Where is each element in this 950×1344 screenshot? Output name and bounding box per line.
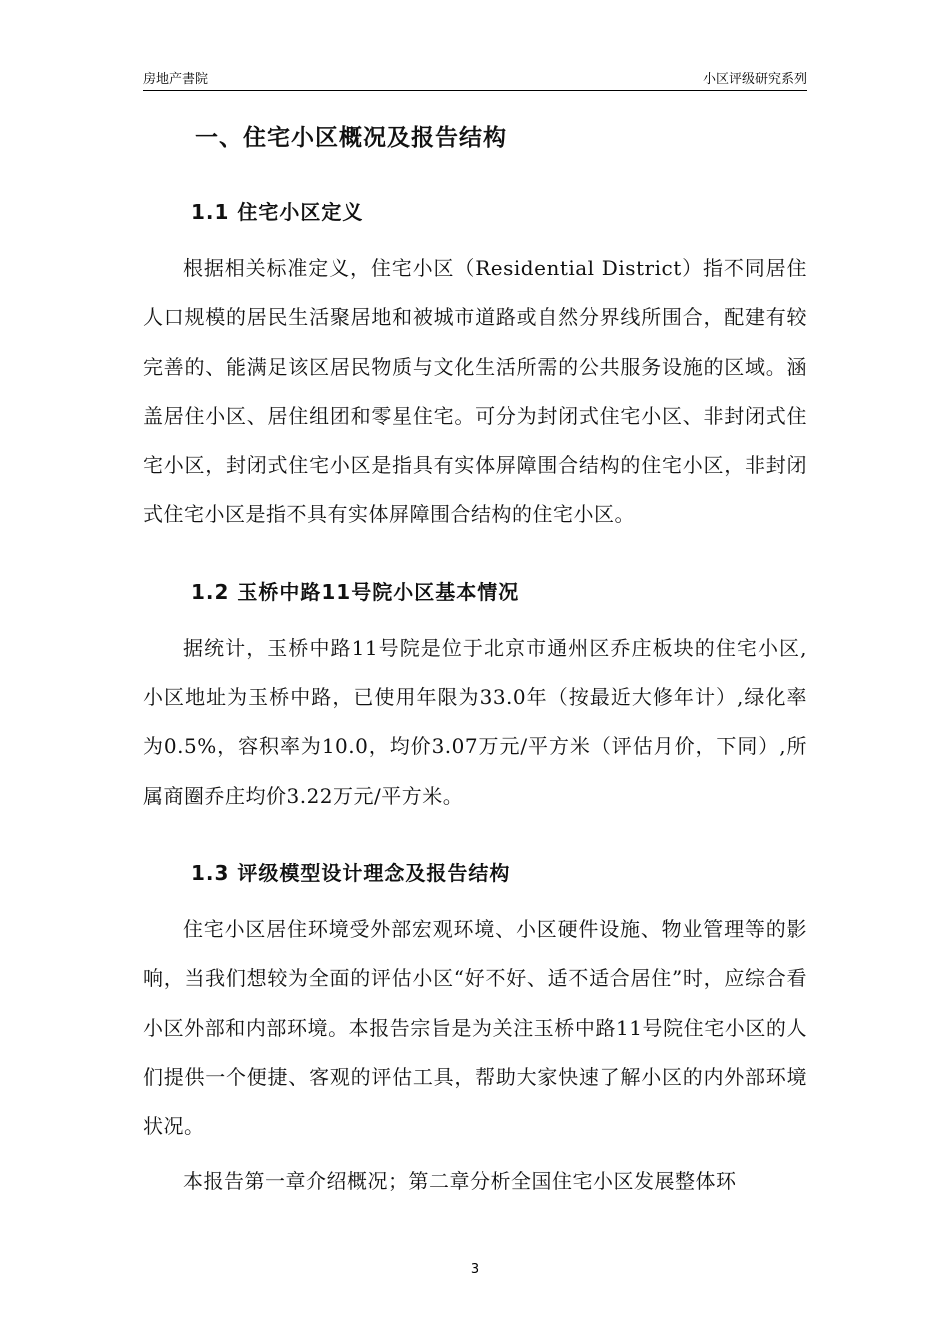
section-1-2-paragraph: 据统计，玉桥中路11号院是位于北京市通州区乔庄板块的住宅小区,小区地址为玉桥中路，已使用年限为33.0年（按最近大修年计）,绿化率为0.5%，容积率为10.0，均价3.07万元/平方米（评估月价，下同）,所属商圈乔庄均价3.22万元/平方米。: [143, 635, 807, 808]
document-body: [143, 112, 807, 1207]
section-1-1-heading: 1.1 住宅小区定义: [191, 200, 364, 224]
header-publisher: 房地产書院: [143, 72, 209, 87]
page-number: 3: [470, 1262, 480, 1277]
section-1-2-heading: 1.2 玉桥中路11号院小区基本情况: [191, 579, 520, 604]
section-1-1-paragraph: 根据相关标准定义，住宅小区（Residential District）指不同居住人口规模的居民生活聚居地和被城市道路或自然分界线所围合，配建有较完善的、能满足该区居民物质与文化生活所需的公共服务设施的区域。涵盖居住小区、居住组团和零星住宅。可分为封闭式住宅小区、非封闭式住宅小区，封闭式住宅小区是指具有实体屏障围合结构的住宅小区，非封闭式住宅小区是指不具有实体屏障围合结构的住宅小区。: [143, 256, 807, 527]
page-header: [143, 64, 807, 91]
chapter-title: 一、住宅小区概况及报告结构: [195, 125, 507, 151]
section-1-3-heading: 1.3 评级模型设计理念及报告结构: [191, 860, 511, 885]
section-1-3-paragraph-2: 本报告第一章介绍概况；第二章分析全国住宅小区发展整体环: [183, 1169, 737, 1194]
section-1-3-paragraph-1: 住宅小区居住环境受外部宏观环境、小区硬件设施、物业管理等的影响，当我们想较为全面的评估小区“好不好、适不适合居住”时，应综合看小区外部和内部环境。本报告宗旨是为关注玉桥中路11号院住宅小区的人们提供一个便捷、客观的评估工具，帮助大家快速了解小区的内外部环境状况。: [143, 916, 807, 1139]
header-series-title: 小区评级研究系列: [702, 72, 807, 87]
